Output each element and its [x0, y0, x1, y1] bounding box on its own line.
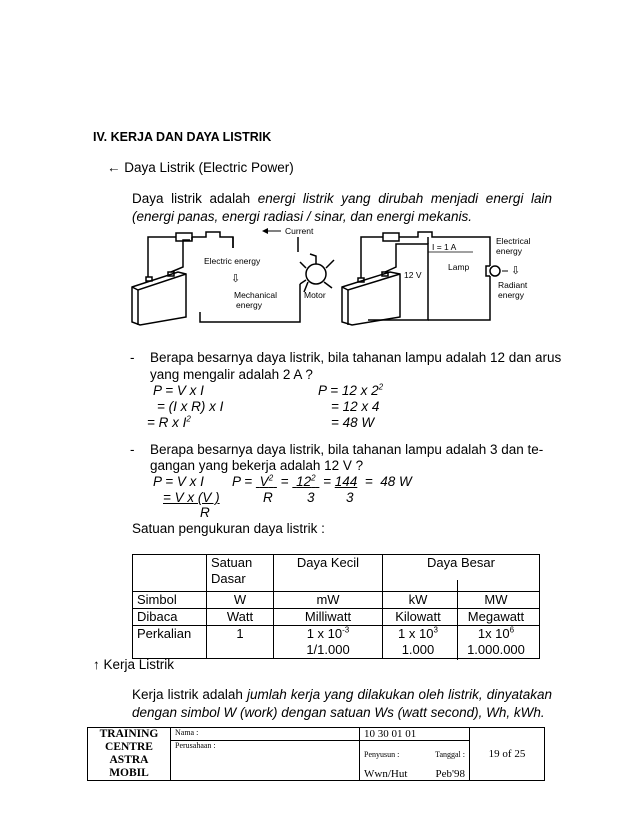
- figure-label-current-value: I = 1 A: [432, 242, 457, 252]
- q1-formula-right-2: = 12 x 4: [331, 399, 380, 414]
- footer-nama: Nama :: [171, 728, 360, 741]
- footer-page: 19 of 25: [470, 728, 545, 781]
- down-arrow-icon: ⇩: [231, 273, 241, 285]
- figure-label-radiant: Radiant: [498, 280, 528, 290]
- q2-formula-left-2: = V x (V ): [163, 490, 220, 505]
- question-1-line-2: yang mengalir adalah 2 A ?: [150, 367, 313, 382]
- q2-denominator-r: R: [263, 490, 273, 505]
- q2-denominator-3b: 3: [346, 490, 354, 505]
- energy-conversion-figure: [128, 222, 538, 332]
- figure-label-motor: Motor: [304, 290, 326, 300]
- table-row: Dibaca Watt Milliwatt Kilowatt Megawatt: [133, 609, 540, 626]
- q1-formula-left-1: P = V x I: [153, 383, 204, 398]
- footer-tanggal-value: Peb'98: [423, 768, 470, 781]
- down-arrow-icon: ⇩: [511, 265, 521, 277]
- q1-formula-left-3: = R x $I^2$: [147, 414, 191, 430]
- q1-formula-right-3: = 48 W: [331, 415, 375, 430]
- section-heading: IV. KERJA DAN DAYA LISTRIK: [93, 130, 272, 144]
- bullet-dash: -: [130, 442, 135, 457]
- figure-label-voltage: 12 V: [404, 270, 422, 280]
- q1-formula-right-1: P = 12 x $2^2$: [318, 382, 384, 398]
- q1-formula-left-2: = (I x R) x I: [157, 399, 224, 414]
- table-divider: [457, 580, 458, 660]
- figure-label-electric-energy: Electric energy: [204, 256, 261, 266]
- footer-perusahaan: Perusahaan :: [171, 741, 360, 781]
- figure-label-electrical-energy: energy: [496, 246, 522, 256]
- subsection-label: Daya Listrik (Electric Power): [124, 160, 294, 175]
- footer-penyusun: Penyusun :: [360, 741, 423, 768]
- kerja-paragraph: Kerja listrik adalah jumlah kerja yang dilakukan oleh listrik, dinyatakan dengan simbol W (work) dengan satuan Ws (watt second), Wh, kWh.: [132, 687, 552, 720]
- footer-tanggal: Tanggal :: [423, 741, 470, 768]
- footer-org-1: TRAINING: [99, 728, 159, 740]
- up-arrow-icon: ↑: [93, 657, 100, 672]
- left-arrow-icon: ←: [107, 160, 121, 175]
- q2-formula-right-line: $P = V^2 = 12^2 = 144 = 48$ W: [232, 473, 412, 489]
- footer-penyusun-value: Wwn/Hut: [360, 768, 423, 781]
- figure-label-current: Current: [285, 226, 314, 236]
- bullet-dash: -: [130, 350, 135, 365]
- figure-label-radiant-energy: energy: [498, 290, 524, 300]
- figure-label-mechanical: Mechanical: [234, 290, 277, 300]
- figure-label-mechanical-energy: energy: [236, 300, 262, 310]
- q2-denominator-3a: 3: [307, 490, 315, 505]
- question-2-line-2: gangan yang bekerja adalah 12 V ?: [150, 458, 364, 473]
- q2-formula-left-3: R: [200, 505, 210, 520]
- table-row: Perkalian 1 1 x $10^{-3}$ 1/1.000 1 x $10^3$ 1.000 1x $10^6$ 1.000.000: [133, 626, 540, 659]
- footer-code: 10 30 01 01: [360, 728, 470, 741]
- figure-label-lamp: Lamp: [448, 262, 470, 272]
- units-table: Satuan Dasar Daya Kecil Daya Besar Simbol W mW kW MW Dibaca Watt Milliwatt Kilowatt Megawatt Perkalian 1 1 x $10^{-3}$ 1/1.000 1 x $10^3$ 1.000 1x $10^6$ 1.000.000: [132, 554, 540, 659]
- subsection-electric-power: [107, 160, 294, 175]
- question-2-line-1: Berapa besarnya daya listrik, bila tahanan lampu adalah 3 dan te-: [150, 442, 544, 457]
- table-row: Simbol W mW kW MW: [133, 592, 540, 609]
- header-daya-kecil: Daya Kecil: [274, 555, 383, 592]
- q2-formula-left-1: P = V x I: [153, 474, 204, 489]
- units-intro: Satuan pengukuran daya listrik :: [132, 521, 325, 536]
- header-daya-besar: Daya Besar: [383, 555, 540, 592]
- subsection-kerja-listrik: ↑ Kerja Listrik: [93, 657, 175, 672]
- footer-table: [87, 727, 545, 781]
- question-1-line-1: Berapa besarnya daya listrik, bila tahanan lampu adalah 12 dan arus: [150, 350, 562, 365]
- footer-org-2: CENTRE: [105, 741, 153, 753]
- figure-label-electrical: Electrical: [496, 236, 531, 246]
- definition-paragraph: Daya listrik adalah energi listrik yang dirubah menjadi energi lain (energi panas, energi radiasi / sinar, dan energi mekanis.: [132, 191, 552, 224]
- footer-org-3: ASTRA MOBIL: [109, 754, 149, 779]
